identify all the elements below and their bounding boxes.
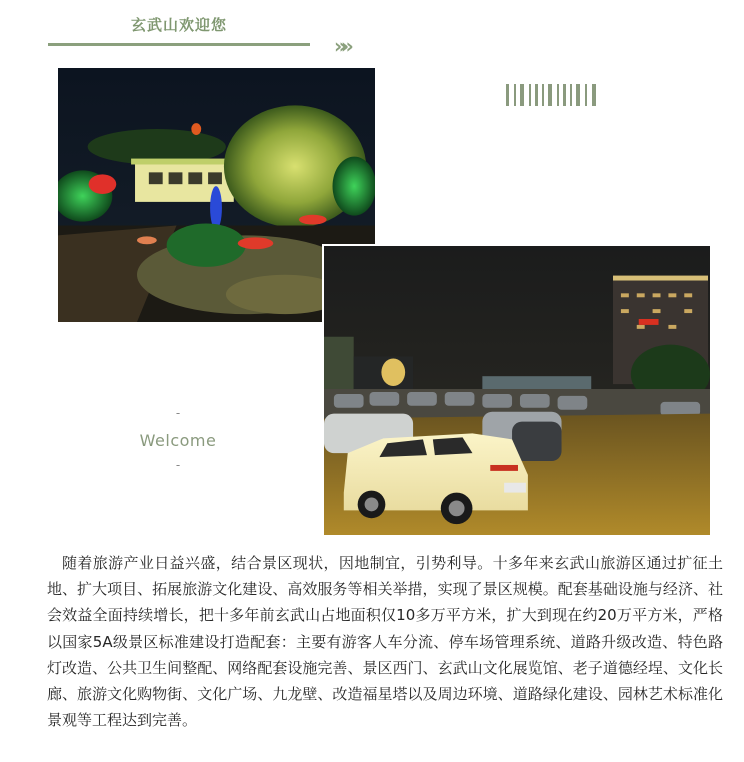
page-title: 玄武山欢迎您	[130, 16, 227, 34]
welcome-label: Welcome	[139, 431, 217, 450]
parking-lot-night-photo	[322, 244, 712, 537]
welcome-dash-top: -	[175, 406, 181, 420]
body-paragraph: 随着旅游产业日益兴盛，结合景区现状，因地制宜，引势利导。十多年来玄武山旅游区通过扩征土地、扩大项目、拓展旅游文化建设、高效服务等相关举措，实现了景区规模。配套基础设施与经济、社会效益全面持续增长，把十多年前玄武山占地面积仅10多万平方米，扩大到现在约20万平方米，严格以国家5A级景区标准建设打造配套：主要有游客人车分流、停车场管理系统、道路升级改造、特色路灯改造、公共卫生间整配、网络配套设施完善、景区西门、玄武山文化展览馆、老子道德经埕、文化长廊、旅游文化购物街、文化广场、九龙壁、改造福星塔以及周边环境、道路绿化建设、园林艺术标准化景观等工程达到完善。	[47, 554, 723, 730]
welcome-dash-bottom: -	[175, 458, 181, 472]
barcode-decoration	[506, 84, 598, 106]
double-chevron-right-icon: »»	[334, 34, 348, 58]
title-underline	[48, 43, 310, 46]
